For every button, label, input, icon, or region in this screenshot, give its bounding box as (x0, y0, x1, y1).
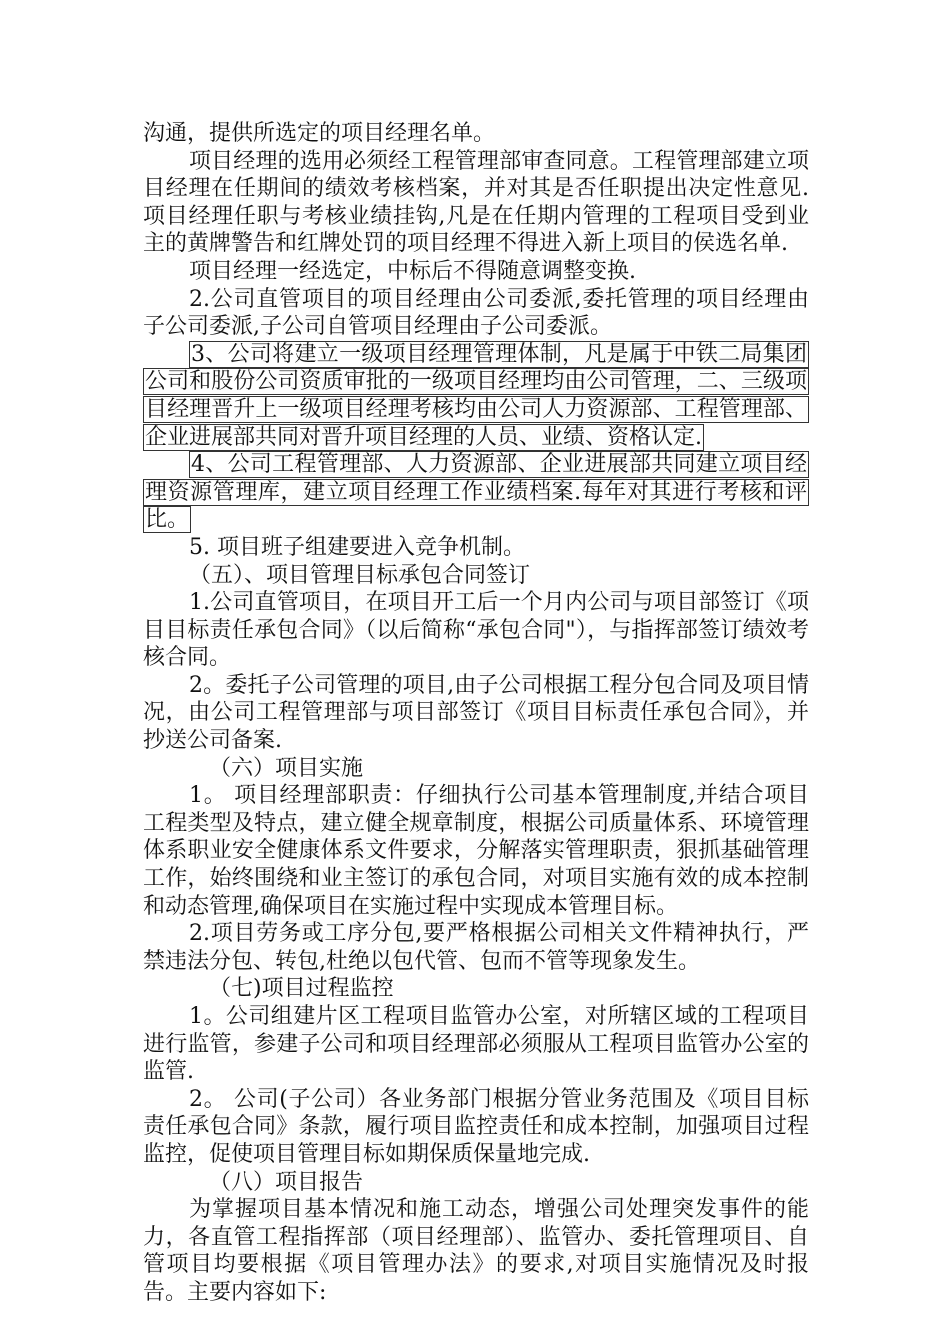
paragraph-monitoring-item-1: 1。公司组建片区工程项目监管办公室，对所辖区域的工程项目进行监管，参建子公司和项目经理部必须服从工程项目监管办公室的监管. (143, 1004, 809, 1085)
paragraph-contract-item-2: 2。委托子公司管理的项目,由子公司根据工程分包合同及项目情况，由公司工程管理部与项目部签订《项目目标责任承包合同》，并抄送公司备案. (143, 672, 809, 754)
section-heading-7-monitoring: （七)项目过程监控 (209, 976, 394, 1002)
paragraph-implementation-item-1: 1。 项目经理部职责：仔细执行公司基本管理制度,并结合项目工程类型及特点，建立健全规章制度，根据公司质量体系、环境管理体系职业安全健康体系文件要求，分解落实管理职责，狠抓基础管理工作，始终围绕和业主签订的承包合同，对项目实施有效的成本控制和动态管理,确保项目在实施过程中实现成本管理目标。 (143, 783, 809, 919)
paragraph-manager-selection-review: 项目经理的选用必须经工程管理部审查同意。工程管理部建立项目经理在任期间的绩效考核档案，并对其是否任职提出决定性意见.项目经理任职与考核业绩挂钩,凡是在任期内管理的工程项目受到业主的黄牌警告和红牌处罚的项目经理不得进入新上项目的侯选名单. (143, 148, 809, 257)
section-heading-8-reporting: （八）项目报告 (209, 1169, 364, 1195)
paragraph-contract-item-1: 1.公司直管项目，在项目开工后一个月内公司与项目部签订《项目目标责任承包合同》（以后简称“承包合同"），与指挥部签订绩效考核合同。 (143, 590, 809, 671)
section-heading-5-contract: （五）、项目管理目标承包合同签订 (189, 562, 531, 588)
section-heading-6-implementation: （六）项目实施 (209, 755, 364, 781)
paragraph-monitoring-item-2: 2。 公司(子公司）各业务部门根据分管业务范围及《项目目标责任承包合同》条款，履行项目监控责任和成本控制，加强项目过程监控，促使项目管理目标如期保质保量地完成. (143, 1086, 809, 1167)
paragraph-item-3-level-system (143, 341, 809, 451)
paragraph-item-2-appointment: 2.公司直管项目的项目经理由公司委派,委托管理的项目经理由子公司委派,子公司自管项目经理由子公司委派。 (143, 286, 809, 340)
paragraph-item-4-resource-pool (143, 451, 809, 534)
paragraph-reporting-intro: 为掌握项目基本情况和施工动态，增强公司处理突发事件的能力，各直管工程指挥部（项目经理部）、监管办、委托管理项目、自管项目均要根据《项目管理办法》的要求,对项目实施情况及时报告。主要内容如下: (143, 1197, 809, 1305)
paragraph-continuation: 沟通，提供所选定的项目经理名单。 (143, 121, 496, 146)
document-page (143, 120, 809, 1307)
paragraph-no-replacement: 项目经理一经选定，中标后不得随意调整变换. (189, 258, 636, 284)
paragraph-item-5-competition: 5. 项目班子组建要进入竞争机制。 (189, 534, 525, 560)
paragraph-implementation-item-2: 2.项目劳务或工序分包,要严格根据公司相关文件精神执行，严禁违法分包、转包,杜绝以包代管、包而不管等现象发生。 (143, 921, 809, 974)
boxed-text-item-3: 3、公司将建立一级项目经理管理体制，凡是属于中铁二局集团公司和股份公司资质审批的一级项目经理均由公司管理，二、三级项目经理晋升上一级项目经理考核均由公司人力资源部、工程管理部、企业进展部共同对晋升项目经理的人员、业绩、资格认定. (145, 341, 807, 450)
boxed-text-item-4: 4、公司工程管理部、人力资源部、企业进展部共同建立项目经理资源管理库，建立项目经理工作业绩档案.每年对其进行考核和评比。 (145, 452, 807, 533)
